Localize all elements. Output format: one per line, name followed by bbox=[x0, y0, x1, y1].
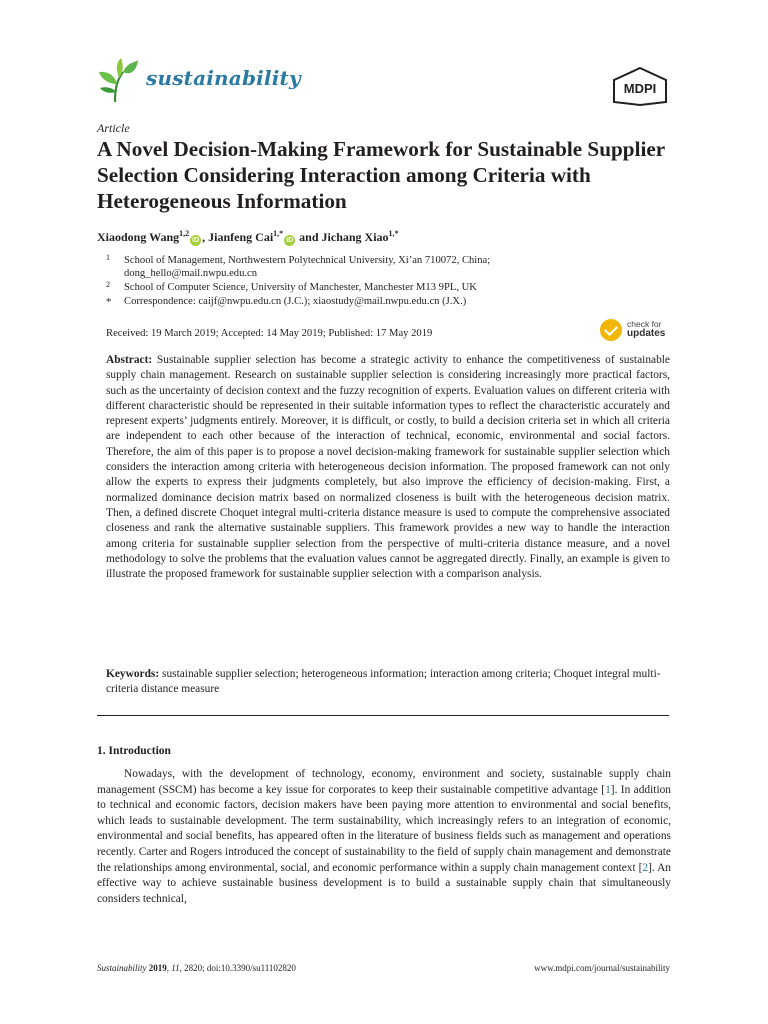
affiliation-marker: 1 bbox=[106, 253, 110, 262]
keywords bbox=[106, 667, 672, 698]
footer-year: 2019 bbox=[148, 963, 167, 973]
affiliation-email: dong_hello@mail.nwpu.edu.cn bbox=[124, 268, 258, 279]
footer-volume: 11 bbox=[171, 963, 180, 973]
author-affiliation-marker: 1,* bbox=[388, 229, 399, 238]
check-badge-line1: check for bbox=[627, 319, 662, 329]
author-separator: , bbox=[202, 230, 209, 244]
introduction-paragraph bbox=[97, 767, 671, 907]
intro-text-part: ]. An effective way to achieve sustainable business development is to build a sustainable supply chain that simultaneously considers technical, bbox=[97, 861, 671, 905]
intro-text-part: ]. In addition to technical and economic factors, decision makers have been paying more attention to environmental and social benefits, which leads to sustainable development. The term sustainability, which increasingly refers to an integration of economic, environmental and social benefits, has appeared often in the literature of business fields such as management and operations recently. Carter and Rogers introduced the concept of sustainability to the field of supply chain management and demonstrate the relationships among environmental, social, and economic performance within a supply chain management context [ bbox=[97, 783, 672, 874]
author-affiliation-marker: 1,2 bbox=[179, 229, 190, 238]
author-name: Jianfeng Cai bbox=[208, 230, 274, 244]
check-badge-line2: updates bbox=[627, 328, 666, 339]
mdpi-logo bbox=[610, 66, 670, 106]
article-title: A Novel Decision-Making Framework for Sustainable Supplier Selection Considering Interaction among Criteria with Heterogeneous Information bbox=[97, 137, 665, 213]
mdpi-logo-text: MDPI bbox=[623, 81, 657, 96]
author-separator: and bbox=[296, 230, 322, 244]
citation-link[interactable]: 2 bbox=[642, 861, 649, 874]
affiliation-line: School of Computer Science, University of Manchester, Manchester M13 9PL, UK bbox=[124, 282, 477, 293]
keywords-text: sustainable supplier selection; heterogeneous information; interaction among criteria; Choquet integral multi-criteria distance measure bbox=[106, 668, 661, 696]
abstract-text: Sustainable supplier selection has become a strategic activity to enhance the competitiveness of sustainable supply chain management. Research on sustainable supplier selection is considering increasingly more practical factors, such as the uncertainty of decision context and the fuzzy recognition of experts. Evaluation values on different criteria with different characteristic should be represented in their suitable information types to reflect the characteristic accurately and represent experts’ judgments entirely. Moreover, it is difficult, or costly, to build a decision criteria set in which all criteria are independent to each other because of the interaction of technical, economic, environmental and social factors. Therefore, the aim of this paper is to propose a novel decision-making framework for sustainable supplier selection which considers the interaction among criteria with heterogeneous decision information. The proposed framework can not only allow the experts to express their judgments completely, but also improve the efficiency of decision-making. First, a normalized dominance decision matrix based on normalized closeness is built with the heterogeneous decision matrix. Then, a defined discrete Choquet integral multi-criteria distance measure is used to compute the comprehensive associated closeness and rank the alternative sustainable suppliers. This framework provides a new way to handle the interaction among criteria for sustainable supplier selection from the perspective of multi-criteria distance measure, and a novel methodology to solve the problems that the evaluation values cannot be aggregated directly. Finally, an example is given to illustrate the proposed framework for sustainable supplier selection with a comparison analysis. bbox=[106, 354, 670, 581]
sustainability-leaf-logo bbox=[97, 58, 139, 104]
abstract-label: Abstract: bbox=[106, 354, 153, 366]
article-type: Article bbox=[97, 121, 130, 135]
abstract bbox=[106, 353, 670, 582]
author-affiliation-marker: 1,* bbox=[273, 229, 284, 238]
orcid-icon[interactable]: iD bbox=[286, 237, 294, 244]
checkmark-icon bbox=[600, 319, 622, 341]
affiliation-line: School of Management, Northwestern Polytechnical University, Xi’an 710072, China; bbox=[124, 255, 491, 266]
check-for-updates-badge[interactable] bbox=[600, 317, 672, 345]
correspondence-marker: * bbox=[106, 296, 112, 308]
footer-doi: , 2820; doi:10.3390/su11102820 bbox=[179, 963, 296, 973]
author-name: Jichang Xiao bbox=[321, 230, 389, 244]
publication-dates: Received: 19 March 2019; Accepted: 14 May 2019; Published: 17 May 2019 bbox=[106, 328, 433, 339]
footer-journal: Sustainability bbox=[97, 963, 147, 973]
author-list bbox=[97, 229, 399, 246]
intro-text-part: Nowadays, with the development of technology, economy, environment and society, sustainable supply chain management (SSCM) has become a key issue for corporates to keep their sustainable competitive advantage [ bbox=[97, 768, 671, 796]
footer-citation: Sustainability 2019, 11, 2820; doi:10.3390/su11102820 bbox=[97, 963, 296, 973]
author-name: Xiaodong Wang bbox=[97, 230, 180, 244]
correspondence-line: Correspondence: caijf@nwpu.edu.cn (J.C.); xiaostudy@mail.nwpu.edu.cn (J.X.) bbox=[124, 296, 467, 307]
orcid-icon[interactable]: iD bbox=[192, 237, 200, 244]
journal-name: sustainability bbox=[146, 66, 301, 90]
section-divider bbox=[97, 715, 669, 716]
section-heading: 1. Introduction bbox=[97, 745, 171, 757]
affiliation-marker: 2 bbox=[106, 280, 110, 289]
footer-journal-url[interactable]: www.mdpi.com/journal/sustainability bbox=[534, 963, 670, 973]
keywords-label: Keywords: bbox=[106, 668, 160, 680]
citation-link[interactable]: 1 bbox=[605, 783, 611, 796]
